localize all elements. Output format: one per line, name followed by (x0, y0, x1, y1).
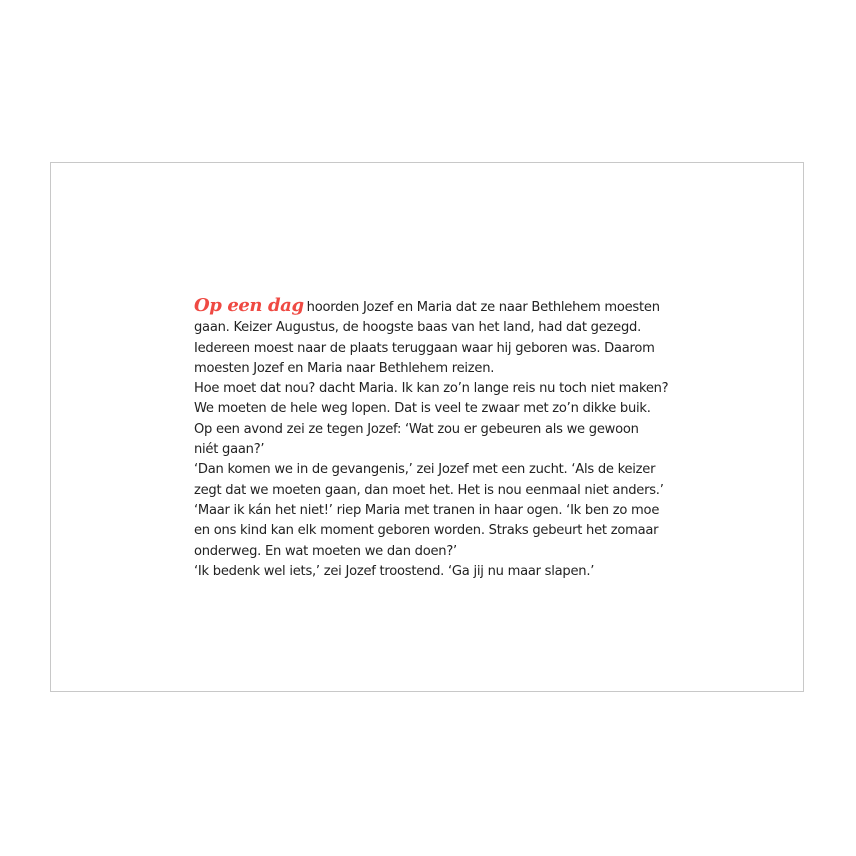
story-line-14: ‘Ik bedenk wel iets,’ zei Jozef troostend. ‘Ga jij nu maar slapen.’ (194, 563, 595, 579)
story-line-10: zegt dat we moeten gaan, dan moet het. Het is nou eenmaal niet anders.’ (194, 482, 664, 498)
story-heading: Op een dag (194, 295, 304, 316)
story-line-1 (194, 296, 674, 318)
story-line-1-text: hoorden Jozef en Maria dat ze naar Bethlehem moesten (306, 300, 660, 315)
story-line-4: moesten Jozef en Maria naar Bethlehem reizen. (194, 360, 495, 376)
story-line-11: ‘Maar ik kán het niet!’ riep Maria met tranen in haar ogen. ‘Ik ben zo moe (194, 502, 660, 518)
story-line-13: onderweg. En wat moeten we dan doen?’ (194, 543, 457, 559)
story-line-7: Op een avond zei ze tegen Jozef: ‘Wat zou er gebeuren als we gewoon (194, 421, 639, 437)
story-line-9: ‘Dan komen we in de gevangenis,’ zei Jozef met een zucht. ‘Als de keizer (194, 462, 656, 478)
story-line-12: en ons kind kan elk moment geboren worden. Straks gebeurt het zomaar (194, 523, 659, 539)
story-text (194, 296, 674, 582)
story-line-2: gaan. Keizer Augustus, de hoogste baas van het land, had dat gezegd. (194, 320, 642, 336)
story-line-8: niét gaan?’ (194, 442, 265, 458)
story-line-3: Iedereen moest naar de plaats teruggaan waar hij geboren was. Daarom (194, 340, 655, 356)
story-line-6: We moeten de hele weg lopen. Dat is veel te zwaar met zo’n dikke buik. (194, 401, 651, 417)
story-line-5: Hoe moet dat nou? dacht Maria. Ik kan zo’n lange reis nu toch niet maken? (194, 381, 669, 397)
